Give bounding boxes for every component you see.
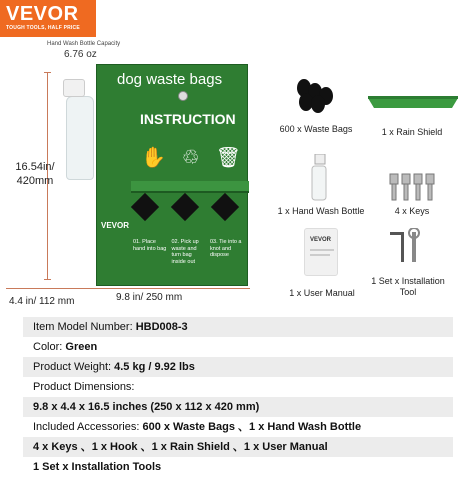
spec-table: [23, 317, 453, 489]
spec-row: Included Accessories: 600 x Waste Bags 、1 x Hand Wash Bottle: [23, 417, 453, 437]
step-3: 03. Tie into a knot and dispose: [210, 239, 242, 258]
spec-row: Item Model Number: HBD008-3: [23, 317, 453, 337]
spec-row: Color: Green: [23, 337, 453, 357]
bag-slot: [171, 193, 199, 221]
logo-tagline: TOUGH TOOLS, HALF PRICE: [6, 25, 80, 31]
accessory-waste-bags: 600 x Waste Bags: [279, 124, 353, 134]
hand-bag-icon: ✋: [141, 147, 166, 169]
accessory-keys: 4 x Keys: [394, 206, 430, 216]
user-manual-image: [304, 228, 338, 276]
spec-row: Product Dimensions:: [23, 377, 453, 397]
dispenser-box-image: [96, 64, 248, 286]
installation-tool-image: [386, 228, 426, 264]
rain-shield-shelf: [131, 181, 249, 193]
capacity-value: 6.76 oz: [64, 49, 97, 60]
depth-dimension-line: [6, 288, 102, 289]
instruction-steps: [133, 239, 245, 265]
accessory-user-manual: 1 x User Manual: [289, 288, 355, 298]
spec-row: Product Weight: 4.5 kg / 9.92 lbs: [23, 357, 453, 377]
width-dimension: 9.8 in/ 250 mm: [116, 292, 183, 303]
box-logo: VEVOR: [101, 221, 130, 230]
spec-row: 1 Set x Installation Tools: [23, 457, 453, 477]
lock-icon: [178, 91, 188, 101]
bag-slots: [135, 197, 235, 217]
instruction-icons: [141, 145, 241, 170]
bag-icon: ♲: [181, 147, 200, 169]
logo-brand: VEVOR: [6, 3, 79, 25]
width-dimension-line: [100, 288, 250, 289]
height-dimension: 16.54in/ 420mm: [15, 161, 55, 187]
step-2: 02. Pick up waste and turn bag inside out: [171, 239, 199, 265]
step-1: 01. Place hand into bag: [133, 239, 167, 252]
box-title: dog waste bags: [117, 71, 223, 88]
hand-wash-bottle-image: [66, 96, 94, 180]
rain-shield-image: [368, 96, 458, 110]
accessory-rain-shield: 1 x Rain Shield: [381, 127, 443, 137]
vevor-logo: [0, 0, 96, 37]
svg-text:VEVOR: VEVOR: [310, 237, 332, 243]
bag-slot: [211, 193, 239, 221]
spec-row: 4 x Keys 、1 x Hook 、1 x Rain Shield 、1 x User Manual: [23, 437, 453, 457]
trash-icon: 🗑: [215, 147, 241, 169]
spec-row: 9.8 x 4.4 x 16.5 inches (250 x 112 x 420 mm): [23, 397, 453, 417]
spray-bottle-image: [308, 154, 330, 202]
waste-bags-image: [294, 78, 336, 114]
accessory-installation-tool: 1 Set x Installation Tool: [371, 276, 445, 297]
depth-dimension: 4.4 in/ 112 mm: [9, 296, 75, 307]
box-instruction: INSTRUCTION: [140, 111, 236, 127]
bag-slot: [131, 193, 159, 221]
capacity-label: Hand Wash Bottle Capacity: [47, 41, 121, 47]
accessory-hand-wash-bottle: 1 x Hand Wash Bottle: [277, 206, 365, 216]
keys-image: [388, 172, 436, 202]
